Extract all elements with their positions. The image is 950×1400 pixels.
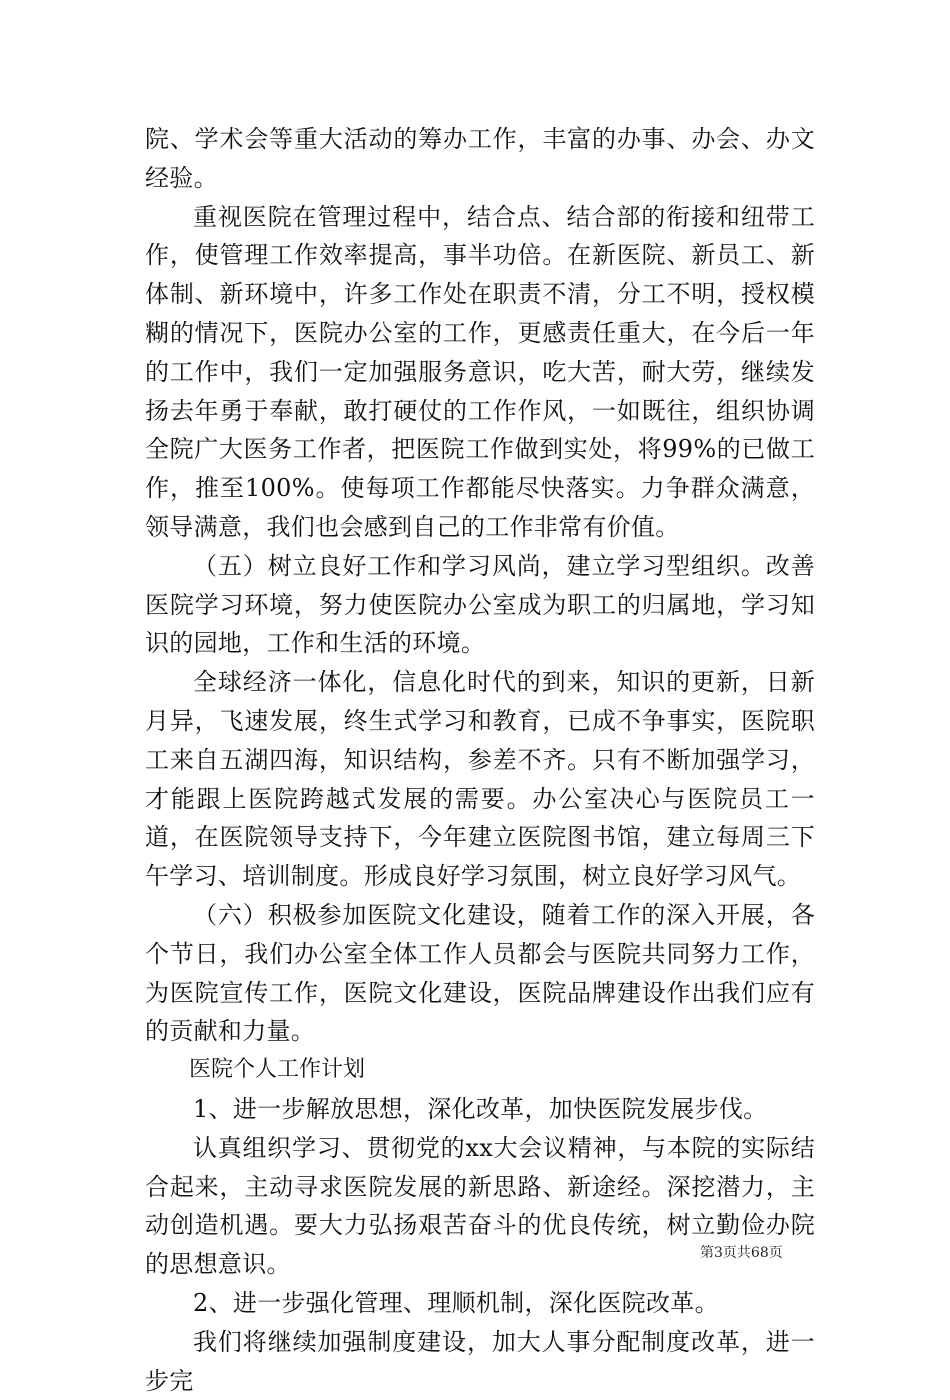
- paragraph-system: 我们将继续加强制度建设，加大人事分配制度改革，进一步完: [145, 1327, 815, 1395]
- paragraph-study: 认真组织学习、贯彻党的xx大会议精神，与本院的实际结合起来，主动寻求医院发展的新思路、新途经。深挖潜力，主动创造机遇。要大力弘扬艰苦奋斗的优良传统，树立勤俭办院的思想意识。: [145, 1133, 815, 1279]
- list-item-2: 2、进一步强化管理、理顺机制，深化医院改革。: [193, 1288, 719, 1317]
- page-number-footer: 第3页共68页: [700, 1245, 783, 1261]
- list-item-1: 1、进一步解放思想，深化改革，加快医院发展步伐。: [193, 1094, 768, 1123]
- section-heading: 医院个人工作计划: [189, 1057, 366, 1083]
- paragraph-management: 重视医院在管理过程中，结合点、结合部的衔接和纽带工作，使管理工作效率提高，事半功倍。在新医院、新员工、新体制、新环境中，许多工作处在职责不清，分工不明，授权模糊的情况下，医院办公室的工作，更感责任重大，在今后一年的工作中，我们一定加强服务意识，吃大苦，耐大劳，继续发扬去年勇于奉献，敢打硬仗的工作作风，一如既往，组织协调全院广大医务工作者，把医院工作做到实处，将99%的已做工作，推至100%。使每项工作都能尽快落实。力争群众满意，领导满意，我们也会感到自己的工作非常有价值。: [145, 202, 815, 541]
- paragraph-section-five: （五）树立良好工作和学习风尚，建立学习型组织。改善医院学习环境，努力使医院办公室成为职工的归属地，学习知识的园地，工作和生活的环境。: [145, 551, 815, 658]
- paragraph-continuation: 院、学术会等重大活动的筹办工作，丰富的办事、办会、办文经验。: [145, 125, 815, 192]
- paragraph-learning: 全球经济一体化，信息化时代的到来，知识的更新，日新月异，飞速发展，终生式学习和教育，已成不争事实，医院职工来自五湖四海，知识结构，参差不齐。只有不断加强学习，才能跟上医院跨越式发展的需要。办公室决心与医院员工一道，在医院领导支持下，今年建立医院图书馆，建立每周三下午学习、培训制度。形成良好学习氛围，树立良好学习风气。: [145, 668, 815, 891]
- document-body: [145, 120, 815, 1400]
- paragraph-section-six: （六）积极参加医院文化建设，随着工作的深入开展，各个节日，我们办公室全体工作人员都会与医院共同努力工作，为医院宣传工作，医院文化建设，医院品牌建设作出我们应有的贡献和力量。: [145, 900, 815, 1046]
